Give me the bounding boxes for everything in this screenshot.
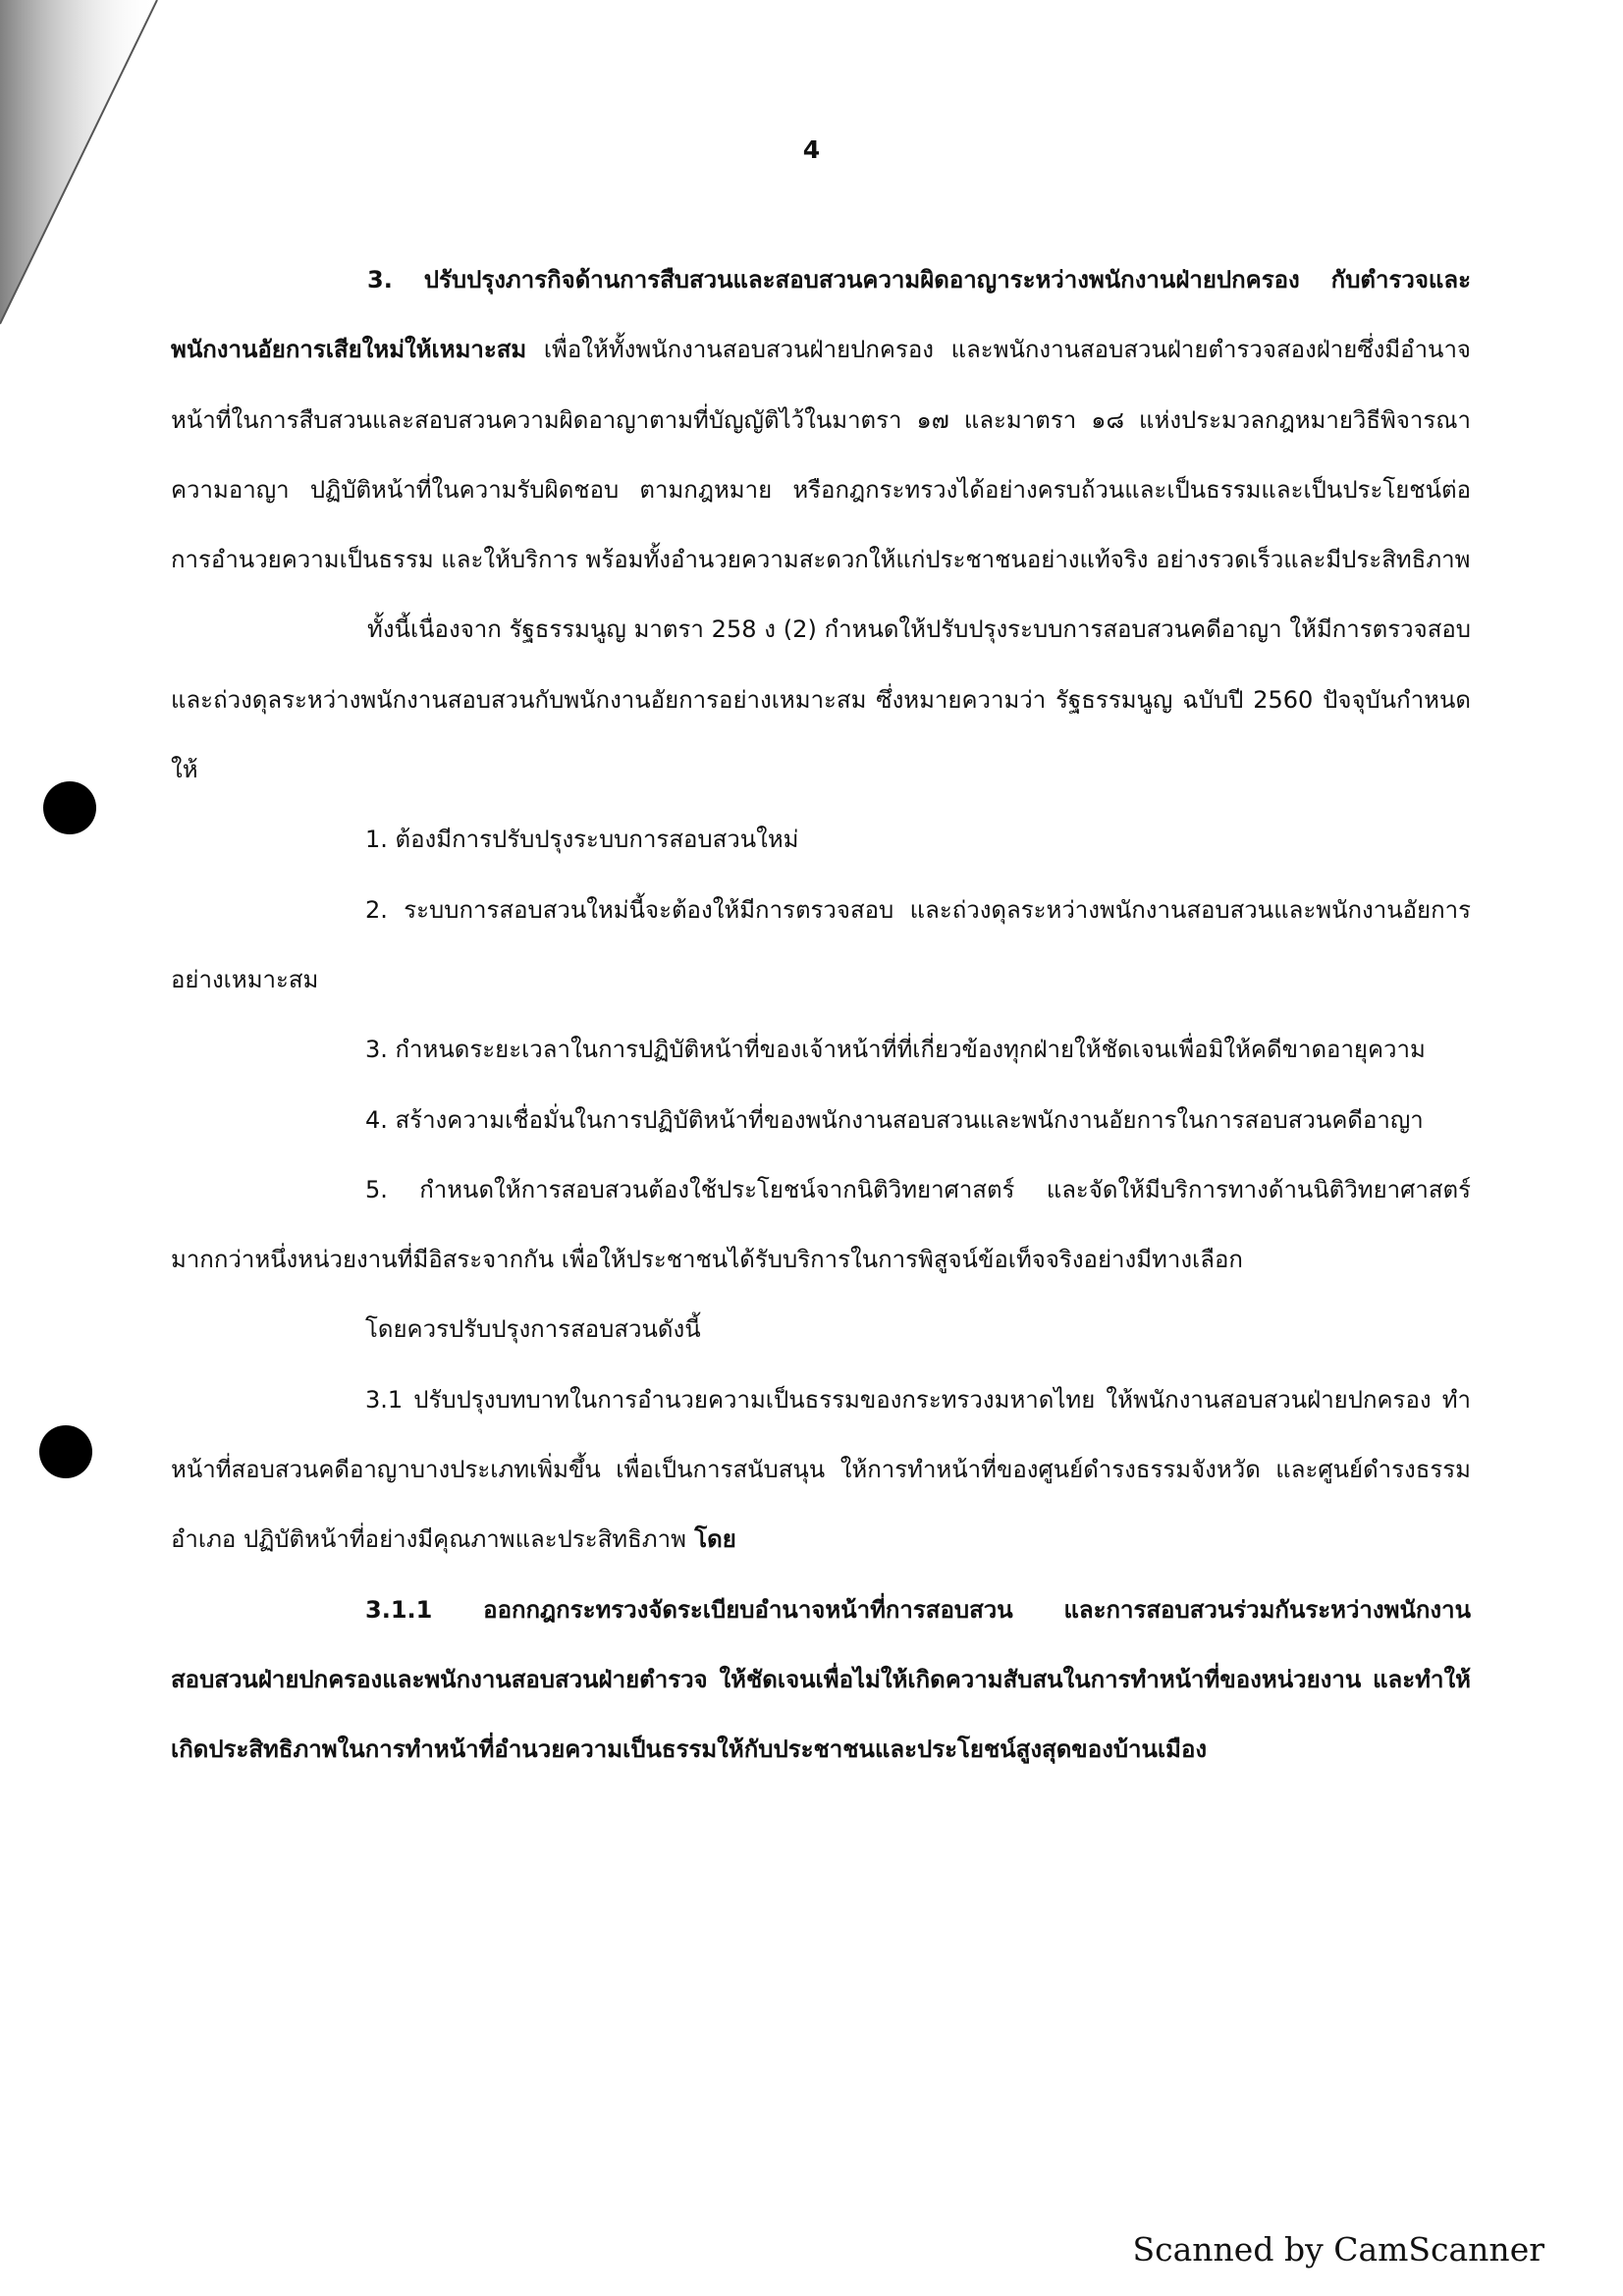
list-item-1: 1. ต้องมีการปรับปรุงระบบการสอบสวนใหม่ [365, 826, 799, 854]
paragraph-improvements-intro: โดยควรปรับปรุงการสอบสวนดังนี้ [365, 1315, 701, 1344]
paragraph-section-3 [171, 245, 1471, 595]
page-number: 4 [802, 135, 821, 164]
paragraph-section-3-1 [171, 1365, 1471, 1575]
section-3-1-text: 3.1 ปรับปรุงบทบาทในการอำนวยความเป็นธรรมของกระทรวงมหาดไทย ให้พนักงานสอบสวนฝ่ายปกครอง ทำหน้าที่สอบสวนคดีอาญาบางประเภทเพิ่มขึ้น เพื่อเป็นการสนับสนุน ให้การทำหน้าที่ของศูนย์ดำรงธรรมจังหวัด และศูนย์ดำรงธรรมอำเภอ ปฏิบัติหน้าที่อย่างมีคุณภาพและประสิทธิภาพ [171, 1385, 1471, 1554]
section-3-heading: 3. ปรับปรุงภารกิจด้านการสืบสวนและสอบสวนความผิดอาญาระหว่างพนักงานฝ่ายปกครอง กับตำรวจและพนักงานอัยการเสียใหม่ให้เหมาะสม [171, 266, 1471, 364]
list-item-2: 2. ระบบการสอบสวนใหม่นี้จะต้องให้มีการตรวจสอบ และถ่วงดุลระหว่างพนักงานสอบสวนและพนักงานอัยการอย่างเหมาะสม [171, 895, 1471, 993]
list-item-3: 3. กำหนดระยะเวลาในการปฏิบัติหน้าที่ของเจ้าหน้าที่ที่เกี่ยวข้องทุกฝ่ายให้ชัดเจนเพื่อมิให้คดีขาดอายุความ [365, 1036, 1426, 1064]
punch-hole-top [43, 781, 96, 834]
paragraph-constitution: ทั้งนี้เนื่องจาก รัฐธรรมนูญ มาตรา 258 ง (2) กำหนดให้ปรับปรุงระบบการสอบสวนคดีอาญา ให้มีการตรวจสอบและถ่วงดุลระหว่างพนักงานสอบสวนกับพนักงานอัยการอย่างเหมาะสม ซึ่งหมายความว่า รัฐธรรมนูญ ฉบับปี 2560 ปัจจุบันกำหนดให้ [171, 615, 1471, 784]
punch-hole-bottom [39, 1425, 92, 1478]
scanner-stamp: Scanned by CamScanner [1132, 2230, 1544, 2269]
paragraph-section-3-1-1: 3.1.1 ออกกฎกระทรวงจัดระเบียบอำนาจหน้าที่การสอบสวน และการสอบสวนร่วมกันระหว่างพนักงานสอบสวนฝ่ายปกครองและพนักงานสอบสวนฝ่ายตำรวจ ให้ชัดเจนเพื่อไม่ให้เกิดความสับสนในการทำหน้าที่ของหน่วยงาน และทำให้เกิดประสิทธิภาพในการทำหน้าที่อำนวยความเป็นธรรมให้กับประชาชนและประโยชน์สูงสุดของบ้านเมือง [171, 1595, 1471, 1764]
section-3-text: เพื่อให้ทั้งพนักงานสอบสวนฝ่ายปกครอง และพนักงานสอบสวนฝ่ายตำรวจสองฝ่ายซึ่งมีอำนาจหน้าที่ในการสืบสวนและสอบสวนความผิดอาญาตามที่บัญญัติไว้ในมาตรา ๑๗ และมาตรา ๑๘ แห่งประมวลกฎหมายวิธีพิจารณาความอาญา ปฏิบัติหน้าที่ในความรับผิดชอบ ตามกฎหมาย หรือกฎกระทรวงได้อย่างครบถ้วนและเป็นธรรมและเป็นประโยชน์ต่อการอำนวยความเป็นธรรม และให้บริการ พร้อมทั้งอำนวยความสะดวกให้แก่ประชาชนอย่างแท้จริง อย่างรวดเร็วและมีประสิทธิภาพ [171, 336, 1471, 574]
list-item-4: 4. สร้างความเชื่อมั่นในการปฏิบัติหน้าที่ของพนักงานสอบสวนและพนักงานอัยการในการสอบสวนคดีอาญา [365, 1105, 1424, 1134]
section-3-1-tail: โดย [685, 1525, 736, 1554]
list-item-5: 5. กำหนดให้การสอบสวนต้องใช้ประโยชน์จากนิติวิทยาศาสตร์ และจัดให้มีบริการทางด้านนิติวิทยาศาสตร์ มากกว่าหนึ่งหน่วยงานที่มีอิสระจากกัน เพื่อให้ประชาชนได้รับบริการในการพิสูจน์ข้อเท็จจริงอย่างมีทางเลือก [171, 1175, 1471, 1274]
document-body [171, 245, 1471, 1786]
